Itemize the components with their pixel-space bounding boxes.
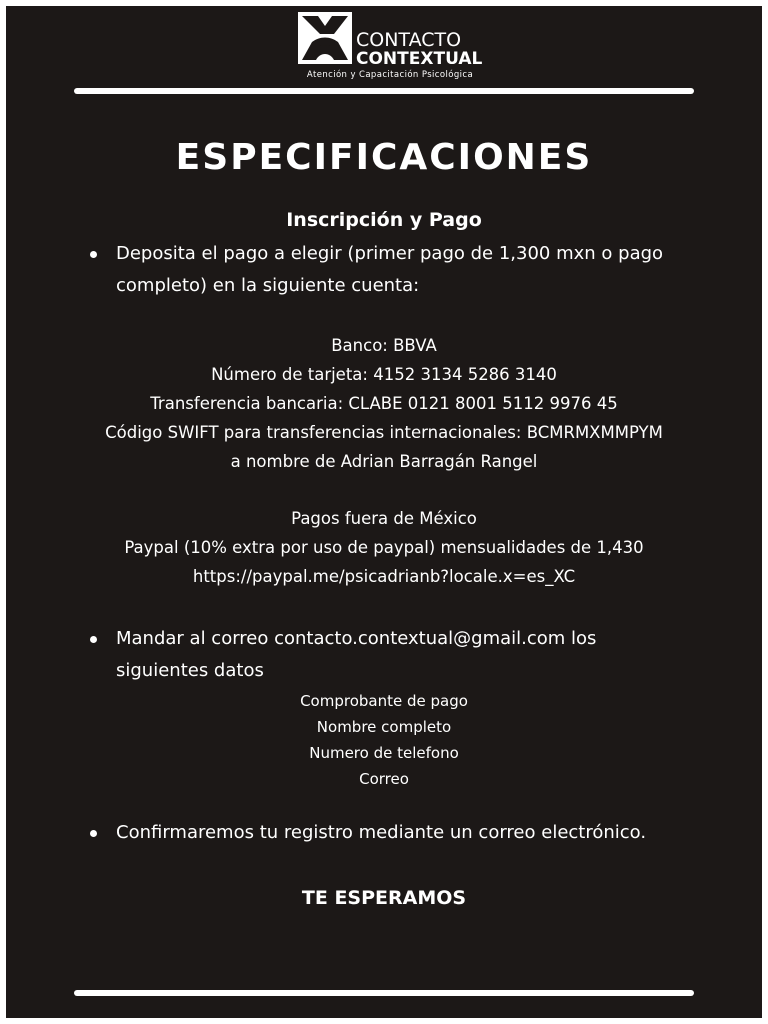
section-title: Inscripción y Pago xyxy=(286,209,482,231)
bullet-icon xyxy=(90,636,97,643)
foreign-payments xyxy=(6,504,762,591)
list-item: Comprobante de pago xyxy=(300,692,468,710)
card-number: Número de tarjeta: 4152 3134 5286 3140 xyxy=(211,365,557,384)
flyer-page xyxy=(6,6,762,1018)
bullet-text: Confirmaremos tu registro mediante un correo electrónico. xyxy=(116,822,647,843)
swift-code: Código SWIFT para transferencias internacionales: BCMRMXMMPYM xyxy=(105,423,663,442)
closing-message: TE ESPERAMOS xyxy=(301,887,467,909)
bullet-item-email xyxy=(90,623,690,687)
clabe-number: Transferencia bancaria: CLABE 0121 8001 5112 9976 45 xyxy=(150,394,618,413)
list-item: Nombre completo xyxy=(316,718,452,736)
brand-tagline: Atención y Capacitación Psicológica xyxy=(306,70,474,80)
list-item: Correo xyxy=(359,770,409,788)
bullet-icon xyxy=(90,251,97,258)
brand-name-line1: CONTACTO xyxy=(356,29,462,51)
page-title: ESPECIFICACIONES xyxy=(175,137,593,178)
bullet-item-payment xyxy=(90,238,690,302)
paypal-details: Paypal (10% extra por uso de paypal) mensualidades de 1,430 xyxy=(124,538,644,557)
account-holder: a nombre de Adrian Barragán Rangel xyxy=(230,452,538,471)
foreign-payments-heading: Pagos fuera de México xyxy=(291,509,477,528)
bullet-text: Mandar al correo contacto.contextual@gmail.com los siguientes datos xyxy=(116,628,597,681)
bullet-text: Deposita el pago a elegir (primer pago de 1,300 mxn o pago completo) en la siguiente cuenta: xyxy=(116,243,664,296)
required-data-list xyxy=(6,688,762,792)
brand-name-line2: CONTEXTUAL xyxy=(356,49,483,69)
bank-details xyxy=(6,331,762,476)
contacto-contextual-logo-icon xyxy=(298,12,352,64)
top-divider xyxy=(74,88,694,94)
bullet-item-confirmation xyxy=(90,817,690,849)
brand-logo xyxy=(296,10,486,86)
bank-name: Banco: BBVA xyxy=(331,336,437,355)
paypal-link[interactable]: https://paypal.me/psicadrianb?locale.x=es_XC xyxy=(192,567,576,586)
bottom-divider xyxy=(74,990,694,996)
list-item: Numero de telefono xyxy=(309,744,459,762)
bullet-icon xyxy=(90,830,97,837)
